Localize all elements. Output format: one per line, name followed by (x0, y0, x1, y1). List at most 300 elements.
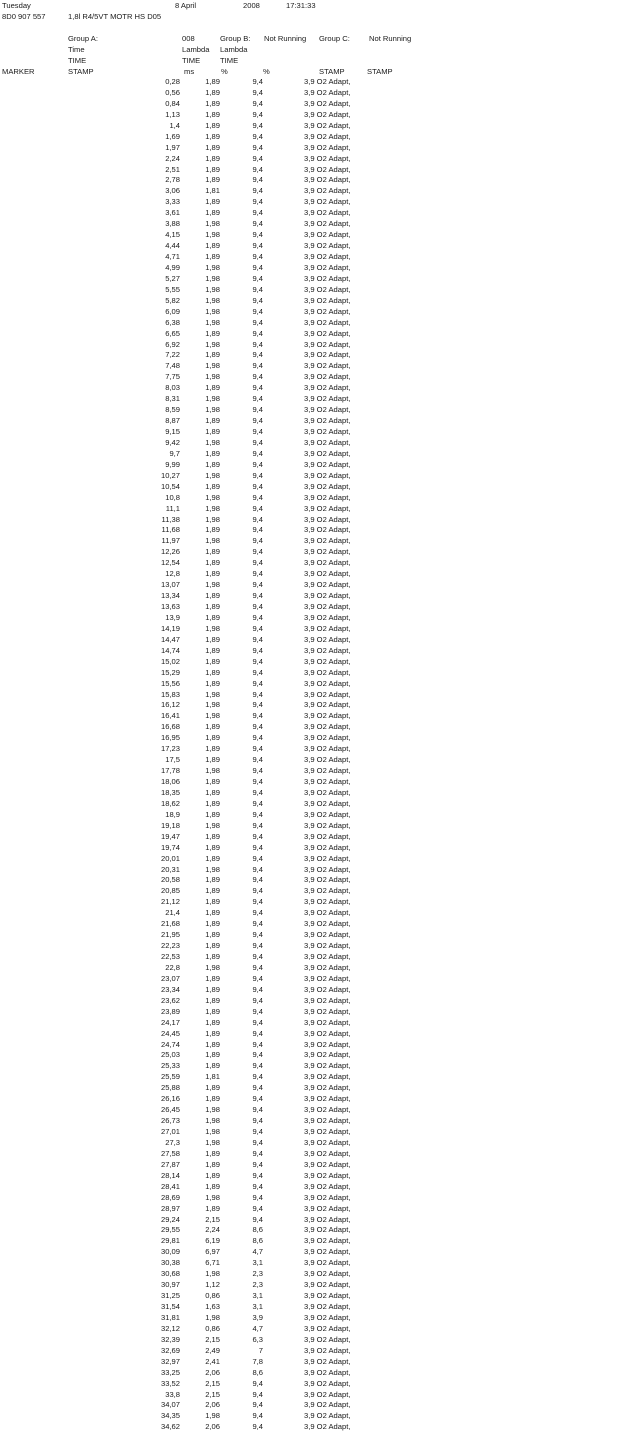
lambda-value-cell: 2,41 (205, 1356, 220, 1366)
lambda-percent-cell: 9,4 (252, 602, 263, 611)
table-row (0, 865, 620, 876)
o2-adapt-cell: 3,9 O2 Adapt, (304, 722, 351, 732)
table-row (0, 1411, 620, 1422)
lambda-value-cell: 1,89 (205, 984, 220, 994)
lambda-percent-cell: 9,4 (252, 1203, 263, 1213)
table-row (0, 132, 620, 143)
time-stamp-cell: 18,62 (160, 798, 180, 808)
o2-adapt-cell: 3,9 O2 Adapt, (304, 558, 351, 568)
lambda-percent-cell: 9,4 (252, 459, 263, 469)
lambda-percent-cell: 9,4 (252, 897, 263, 907)
lambda-percent-cell: 3,1 (252, 1302, 263, 1311)
lambda-value-cell: 1,89 (205, 197, 220, 207)
lambda-percent-cell: 9,4 (252, 580, 263, 590)
time-stamp-cell: 26,73 (160, 1116, 180, 1126)
table-row (0, 1029, 620, 1040)
time-stamp-cell: 20,31 (160, 864, 180, 874)
time-stamp-cell: 29,55 (160, 1225, 180, 1235)
time-stamp-cell: 9,15 (165, 427, 180, 436)
lambda-percent-cell: 9,4 (252, 1017, 263, 1027)
lambda-percent-cell: 9,4 (252, 634, 263, 644)
lambda-percent-cell: 9,4 (252, 383, 263, 393)
lambda-percent-cell: 9,4 (252, 1422, 263, 1432)
o2-adapt-cell: 3,9 O2 Adapt, (304, 656, 351, 666)
time-stamp-cell: 19,74 (160, 842, 180, 852)
lambda-value-cell: 1,89 (205, 448, 220, 458)
table-row (0, 449, 620, 460)
table-row (0, 515, 620, 526)
o2-adapt-cell: 3,9 O2 Adapt, (304, 1028, 351, 1038)
o2-adapt-cell: 3,9 O2 Adapt, (304, 459, 351, 469)
o2-adapt-cell: 3,9 O2 Adapt, (304, 1094, 351, 1104)
table-row (0, 427, 620, 438)
o2-adapt-cell: 3,9 O2 Adapt, (304, 361, 351, 371)
table-row (0, 1269, 620, 1280)
lambda-value-cell: 1,89 (205, 525, 220, 535)
time-stamp-cell: 31,54 (160, 1302, 180, 1311)
lambda-value-cell: 2,15 (205, 1389, 220, 1399)
lambda-percent-cell: 9,4 (252, 1050, 263, 1060)
o2-adapt-cell: 3,9 O2 Adapt, (304, 1039, 351, 1049)
lambda-value-cell: 1,89 (205, 1181, 220, 1191)
table-row (0, 547, 620, 558)
o2-adapt-cell: 3,9 O2 Adapt, (304, 427, 351, 436)
o2-adapt-cell: 3,9 O2 Adapt, (304, 777, 351, 786)
o2-adapt-cell: 3,9 O2 Adapt, (304, 962, 351, 972)
o2-adapt-cell: 3,9 O2 Adapt, (304, 973, 351, 983)
time-stamp-cell: 12,8 (165, 569, 180, 579)
o2-adapt-cell: 3,9 O2 Adapt, (304, 1181, 351, 1191)
time-stamp-cell: 26,16 (160, 1094, 180, 1104)
o2-adapt-cell: 3,9 O2 Adapt, (304, 667, 351, 677)
o2-adapt-cell: 3,9 O2 Adapt, (304, 919, 351, 929)
table-row (0, 350, 620, 361)
lambda-percent-cell: 9,4 (252, 1061, 263, 1071)
lambda-percent-cell: 9,4 (252, 1127, 263, 1136)
o2-adapt-cell: 3,9 O2 Adapt, (304, 1258, 351, 1268)
o2-adapt-cell: 3,9 O2 Adapt, (304, 109, 351, 119)
lambda-percent-cell: 3,9 (252, 1312, 263, 1322)
unit-percent-1: % (221, 67, 228, 76)
time-stamp-cell: 11,38 (161, 514, 180, 524)
lambda-percent-cell: 9,4 (252, 241, 263, 251)
lambda-value-cell: 1,89 (205, 481, 220, 491)
table-row (0, 1291, 620, 1302)
time-stamp-cell: 24,74 (160, 1039, 180, 1049)
lambda-percent-cell: 9,4 (252, 394, 263, 404)
lambda-value-cell: 1,98 (205, 339, 220, 349)
lambda-percent-cell: 9,4 (252, 339, 263, 349)
lambda-percent-cell: 9,4 (252, 591, 263, 601)
lambda-percent-cell: 9,4 (252, 1083, 263, 1093)
time-stamp-cell: 25,03 (160, 1050, 180, 1060)
stamp-col-label-b: STAMP (319, 67, 345, 76)
table-row (0, 602, 620, 613)
lambda-value-cell: 1,98 (205, 306, 220, 316)
table-row (0, 897, 620, 908)
lambda-percent-cell: 9,4 (252, 197, 263, 207)
lambda-percent-cell: 9,4 (252, 831, 263, 841)
table-row (0, 733, 620, 744)
stamp-col-label-a: STAMP (68, 67, 94, 76)
lambda-percent-cell: 9,4 (252, 733, 263, 743)
time-stamp-cell: 0,56 (165, 87, 180, 97)
o2-adapt-cell: 3,9 O2 Adapt, (304, 197, 351, 207)
table-row (0, 832, 620, 843)
lambda-value-cell: 1,98 (205, 1137, 220, 1147)
lambda-value-cell: 1,98 (205, 1269, 220, 1279)
time-stamp-cell: 13,07 (160, 580, 180, 590)
o2-adapt-cell: 3,9 O2 Adapt, (304, 405, 351, 415)
lambda-percent-cell: 9,4 (252, 77, 263, 86)
lambda-value-cell: 1,89 (205, 842, 220, 852)
o2-adapt-cell: 3,9 O2 Adapt, (304, 252, 351, 261)
lambda-percent-cell: 9,4 (252, 219, 263, 229)
table-row (0, 821, 620, 832)
time-stamp-cell: 27,87 (160, 1159, 180, 1169)
time-stamp-cell: 24,45 (160, 1028, 180, 1038)
time-stamp-cell: 32,39 (160, 1334, 180, 1344)
o2-adapt-cell: 3,9 O2 Adapt, (304, 875, 351, 885)
lambda-value-cell: 1,98 (205, 273, 220, 283)
lambda-percent-cell: 9,4 (252, 777, 263, 786)
o2-adapt-cell: 3,9 O2 Adapt, (304, 514, 351, 524)
o2-adapt-cell: 3,9 O2 Adapt, (304, 295, 351, 305)
marker-col-label: MARKER (2, 67, 35, 76)
o2-adapt-cell: 3,9 O2 Adapt, (304, 1247, 351, 1257)
time-stamp-cell: 1,13 (165, 109, 180, 119)
unit-ms: ms (184, 67, 195, 76)
time-stamp-cell: 23,07 (160, 973, 180, 983)
lambda-percent-cell: 9,4 (252, 766, 263, 776)
lambda-value-cell: 1,98 (205, 820, 220, 830)
table-row (0, 1280, 620, 1291)
lambda-value-cell: 1,98 (205, 219, 220, 229)
lambda-value-cell: 1,89 (205, 1006, 220, 1016)
time-stamp-cell: 30,09 (160, 1247, 180, 1257)
lambda-value-cell: 1,98 (205, 437, 220, 447)
o2-adapt-cell: 3,9 O2 Adapt, (304, 1269, 351, 1279)
lambda-value-cell: 1,89 (205, 777, 220, 786)
time-stamp-cell: 23,34 (160, 984, 180, 994)
time-stamp-cell: 15,56 (160, 678, 180, 688)
lambda-value-cell: 1,89 (205, 787, 220, 797)
time-stamp-cell: 7,75 (165, 372, 180, 382)
lambda-value-cell: 1,98 (205, 711, 220, 721)
o2-adapt-cell: 3,9 O2 Adapt, (304, 1170, 351, 1180)
o2-adapt-cell: 3,9 O2 Adapt, (304, 809, 351, 819)
lambda-value-cell: 1,89 (205, 656, 220, 666)
o2-adapt-cell: 3,9 O2 Adapt, (304, 755, 351, 765)
time-stamp-cell: 17,23 (160, 744, 180, 754)
time-stamp-cell: 22,8 (165, 962, 180, 972)
time-label: 17:31:33 (286, 1, 316, 10)
lambda-percent-cell: 9,4 (252, 252, 263, 261)
time-stamp-cell: 32,12 (160, 1323, 180, 1333)
group-c-label: Group C: (319, 34, 350, 43)
lambda-percent-cell: 9,4 (252, 656, 263, 666)
o2-adapt-cell: 3,9 O2 Adapt, (304, 1148, 351, 1158)
lambda-value-cell: 1,89 (205, 678, 220, 688)
lambda-value-cell: 1,63 (205, 1302, 220, 1311)
lambda-percent-cell: 9,4 (252, 536, 263, 546)
lambda-value-cell: 1,89 (205, 558, 220, 568)
o2-adapt-cell: 3,9 O2 Adapt, (304, 831, 351, 841)
o2-adapt-cell: 3,9 O2 Adapt, (304, 1127, 351, 1136)
lambda-percent-cell: 9,4 (252, 962, 263, 972)
o2-adapt-cell: 3,9 O2 Adapt, (304, 1050, 351, 1060)
lambda-percent-cell: 9,4 (252, 109, 263, 119)
o2-adapt-cell: 3,9 O2 Adapt, (304, 1291, 351, 1301)
time-stamp-cell: 27,3 (165, 1137, 180, 1147)
lambda-value-cell: 1,89 (205, 383, 220, 393)
lambda-value-cell: 2,49 (205, 1345, 220, 1355)
time-stamp-cell: 4,15 (165, 230, 180, 240)
lambda-percent-cell: 9,4 (252, 1411, 263, 1421)
lambda-percent-cell: 9,4 (252, 208, 263, 218)
lambda-percent-cell: 9,4 (252, 427, 263, 436)
o2-adapt-cell: 3,9 O2 Adapt, (304, 339, 351, 349)
o2-adapt-cell: 3,9 O2 Adapt, (304, 689, 351, 699)
lambda-value-cell: 1,98 (205, 262, 220, 272)
lambda-percent-cell: 9,4 (252, 875, 263, 885)
lambda-percent-cell: 7 (258, 1345, 263, 1355)
table-row (0, 99, 620, 110)
table-row (0, 624, 620, 635)
time-stamp-cell: 1,4 (169, 120, 180, 130)
time-stamp-cell: 32,97 (160, 1356, 180, 1366)
time-stamp-cell: 17,5 (165, 755, 180, 765)
lambda-percent-cell: 9,4 (252, 1072, 263, 1082)
time-stamp-cell: 13,34 (160, 591, 180, 601)
table-row (0, 274, 620, 285)
time-stamp-cell: 21,95 (160, 930, 180, 940)
time-stamp-cell: 8,59 (165, 405, 180, 415)
o2-adapt-cell: 3,9 O2 Adapt, (304, 1192, 351, 1202)
lambda-value-cell: 1,98 (205, 580, 220, 590)
time-upper-c: TIME (220, 56, 239, 65)
table-row (0, 722, 620, 733)
table-row (0, 1061, 620, 1072)
table-row (0, 340, 620, 351)
time-stamp-cell: 34,35 (160, 1411, 180, 1421)
o2-adapt-cell: 3,9 O2 Adapt, (304, 842, 351, 852)
table-row (0, 1258, 620, 1269)
lambda-percent-cell: 9,4 (252, 930, 263, 940)
lambda-percent-cell: 9,4 (252, 569, 263, 579)
table-row (0, 963, 620, 974)
lambda-percent-cell: 9,4 (252, 98, 263, 108)
time-stamp-cell: 3,33 (165, 197, 180, 207)
lambda-value-cell: 1,89 (205, 1017, 220, 1027)
table-row (0, 875, 620, 886)
table-row (0, 755, 620, 766)
o2-adapt-cell: 3,9 O2 Adapt, (304, 77, 351, 86)
lambda-percent-cell: 9,4 (252, 350, 263, 360)
table-row (0, 1127, 620, 1138)
table-row (0, 1236, 620, 1247)
o2-adapt-cell: 3,9 O2 Adapt, (304, 612, 351, 622)
lambda-value-cell: 1,89 (205, 120, 220, 130)
lambda-percent-cell: 9,4 (252, 492, 263, 502)
lambda-value-cell: 1,98 (205, 317, 220, 327)
time-stamp-cell: 3,88 (165, 219, 180, 229)
o2-adapt-cell: 3,9 O2 Adapt, (304, 394, 351, 404)
lambda-percent-cell: 9,4 (252, 711, 263, 721)
lambda-percent-cell: 9,4 (252, 87, 263, 97)
time-stamp-cell: 7,48 (165, 361, 180, 371)
time-stamp-cell: 15,02 (160, 656, 180, 666)
time-stamp-cell: 5,55 (165, 284, 180, 294)
o2-adapt-cell: 3,9 O2 Adapt, (304, 1203, 351, 1213)
table-row (0, 930, 620, 941)
lambda-value-cell: 1,89 (205, 208, 220, 218)
table-row (0, 766, 620, 777)
o2-adapt-cell: 3,9 O2 Adapt, (304, 492, 351, 502)
year-label: 2008 (243, 1, 260, 10)
lambda-value-cell: 1,89 (205, 569, 220, 579)
time-stamp-cell: 2,24 (165, 153, 180, 163)
lambda-percent-cell: 9,4 (252, 1006, 263, 1016)
lambda-value-cell: 1,89 (205, 1203, 220, 1213)
lambda-percent-cell: 8,6 (252, 1225, 263, 1235)
table-row (0, 952, 620, 963)
time-stamp-cell: 6,65 (165, 328, 180, 338)
lambda-value-cell: 1,89 (205, 602, 220, 611)
lambda-percent-cell: 9,4 (252, 262, 263, 272)
lambda-value-cell: 1,89 (205, 547, 220, 557)
lambda-percent-cell: 9,4 (252, 1170, 263, 1180)
lambda-value-cell: 1,89 (205, 919, 220, 929)
o2-adapt-cell: 3,9 O2 Adapt, (304, 766, 351, 776)
o2-adapt-cell: 3,9 O2 Adapt, (304, 448, 351, 458)
table-row (0, 405, 620, 416)
o2-adapt-cell: 3,9 O2 Adapt, (304, 995, 351, 1005)
o2-adapt-cell: 3,9 O2 Adapt, (304, 897, 351, 907)
table-row (0, 613, 620, 624)
lambda-value-cell: 1,98 (205, 470, 220, 480)
lambda-percent-cell: 9,4 (252, 1148, 263, 1158)
time-stamp-cell: 28,41 (160, 1181, 180, 1191)
table-row (0, 1204, 620, 1215)
lambda-percent-cell: 9,4 (252, 908, 263, 918)
lambda-percent-cell: 9,4 (252, 995, 263, 1005)
lambda-percent-cell: 2,3 (252, 1280, 263, 1290)
o2-adapt-cell: 3,9 O2 Adapt, (304, 536, 351, 546)
lambda-value-cell: 1,98 (205, 361, 220, 371)
time-stamp-cell: 23,62 (160, 995, 180, 1005)
o2-adapt-cell: 3,9 O2 Adapt, (304, 1105, 351, 1115)
lambda-percent-cell: 9,4 (252, 372, 263, 382)
table-row (0, 252, 620, 263)
time-stamp-cell: 33,52 (160, 1378, 180, 1388)
time-stamp-cell: 10,54 (160, 481, 180, 491)
time-stamp-cell: 25,59 (160, 1072, 180, 1082)
lambda-percent-cell: 8,6 (252, 1236, 263, 1246)
table-row (0, 1335, 620, 1346)
lambda-percent-cell: 9,4 (252, 809, 263, 819)
lambda-percent-cell: 9,4 (252, 514, 263, 524)
time-stamp-cell: 32,69 (160, 1345, 180, 1355)
lambda-value-cell: 1,89 (205, 416, 220, 426)
lambda-value-cell: 1,98 (205, 394, 220, 404)
time-stamp-cell: 12,54 (160, 558, 180, 568)
o2-adapt-cell: 3,9 O2 Adapt, (304, 1367, 351, 1377)
o2-adapt-cell: 3,9 O2 Adapt, (304, 853, 351, 863)
stamp-col-label-c: STAMP (367, 67, 393, 76)
lambda-value-cell: 1,98 (205, 503, 220, 513)
lambda-value-cell: 1,98 (205, 766, 220, 776)
time-stamp-cell: 3,61 (165, 208, 180, 218)
lambda-percent-cell: 9,4 (252, 230, 263, 240)
lambda-value-cell: 1,89 (205, 1028, 220, 1038)
lambda-value-cell: 1,89 (205, 98, 220, 108)
lambda-value-cell: 6,19 (205, 1236, 220, 1246)
table-row (0, 711, 620, 722)
lambda-percent-cell: 9,4 (252, 700, 263, 710)
o2-adapt-cell: 3,9 O2 Adapt, (304, 306, 351, 316)
lambda-value-cell: 1,89 (205, 634, 220, 644)
lambda-value-cell: 1,89 (205, 1094, 220, 1104)
lambda-value-cell: 1,89 (205, 77, 220, 86)
o2-adapt-cell: 3,9 O2 Adapt, (304, 733, 351, 743)
lambda-value-cell: 1,98 (205, 372, 220, 382)
time-stamp-cell: 22,23 (160, 941, 180, 951)
lambda-value-cell: 1,89 (205, 153, 220, 163)
o2-adapt-cell: 3,9 O2 Adapt, (304, 1006, 351, 1016)
time-stamp-cell: 18,06 (160, 777, 180, 786)
time-stamp-cell: 31,81 (160, 1312, 180, 1322)
table-row (0, 558, 620, 569)
time-stamp-cell: 16,41 (160, 711, 180, 721)
table-row (0, 460, 620, 471)
lambda-percent-cell: 9,4 (252, 284, 263, 294)
table-row (0, 241, 620, 252)
o2-adapt-cell: 3,9 O2 Adapt, (304, 744, 351, 754)
o2-adapt-cell: 3,9 O2 Adapt, (304, 383, 351, 393)
lambda-percent-cell: 9,4 (252, 295, 263, 305)
lambda-percent-cell: 9,4 (252, 919, 263, 929)
lambda-value-cell: 1,89 (205, 667, 220, 677)
o2-adapt-cell: 3,9 O2 Adapt, (304, 602, 351, 611)
lambda-percent-cell: 9,4 (252, 1159, 263, 1169)
table-row (0, 482, 620, 493)
time-stamp-cell: 20,01 (160, 853, 180, 863)
lambda-percent-cell: 9,4 (252, 755, 263, 765)
time-stamp-cell: 23,89 (160, 1006, 180, 1016)
o2-adapt-cell: 3,9 O2 Adapt, (304, 525, 351, 535)
time-stamp-cell: 19,18 (160, 820, 180, 830)
lambda-percent-cell: 9,4 (252, 1214, 263, 1224)
table-row (0, 843, 620, 854)
o2-adapt-cell: 3,9 O2 Adapt, (304, 1083, 351, 1093)
table-row (0, 580, 620, 591)
ecu-description: 1,8l R4/5VT MOTR HS D05 (68, 12, 162, 21)
table-row (0, 165, 620, 176)
o2-adapt-cell: 3,9 O2 Adapt, (304, 416, 351, 426)
o2-adapt-cell: 3,9 O2 Adapt, (304, 284, 351, 294)
table-row (0, 886, 620, 897)
time-stamp-cell: 20,58 (160, 875, 180, 885)
time-stamp-cell: 18,35 (160, 787, 180, 797)
lambda-percent-cell: 9,4 (252, 405, 263, 415)
time-stamp-cell: 3,06 (165, 186, 180, 196)
table-row (0, 919, 620, 930)
table-row (0, 1225, 620, 1236)
time-stamp-cell: 10,27 (160, 470, 180, 480)
lambda-value-cell: 1,98 (205, 700, 220, 710)
time-stamp-cell: 12,26 (160, 547, 180, 557)
